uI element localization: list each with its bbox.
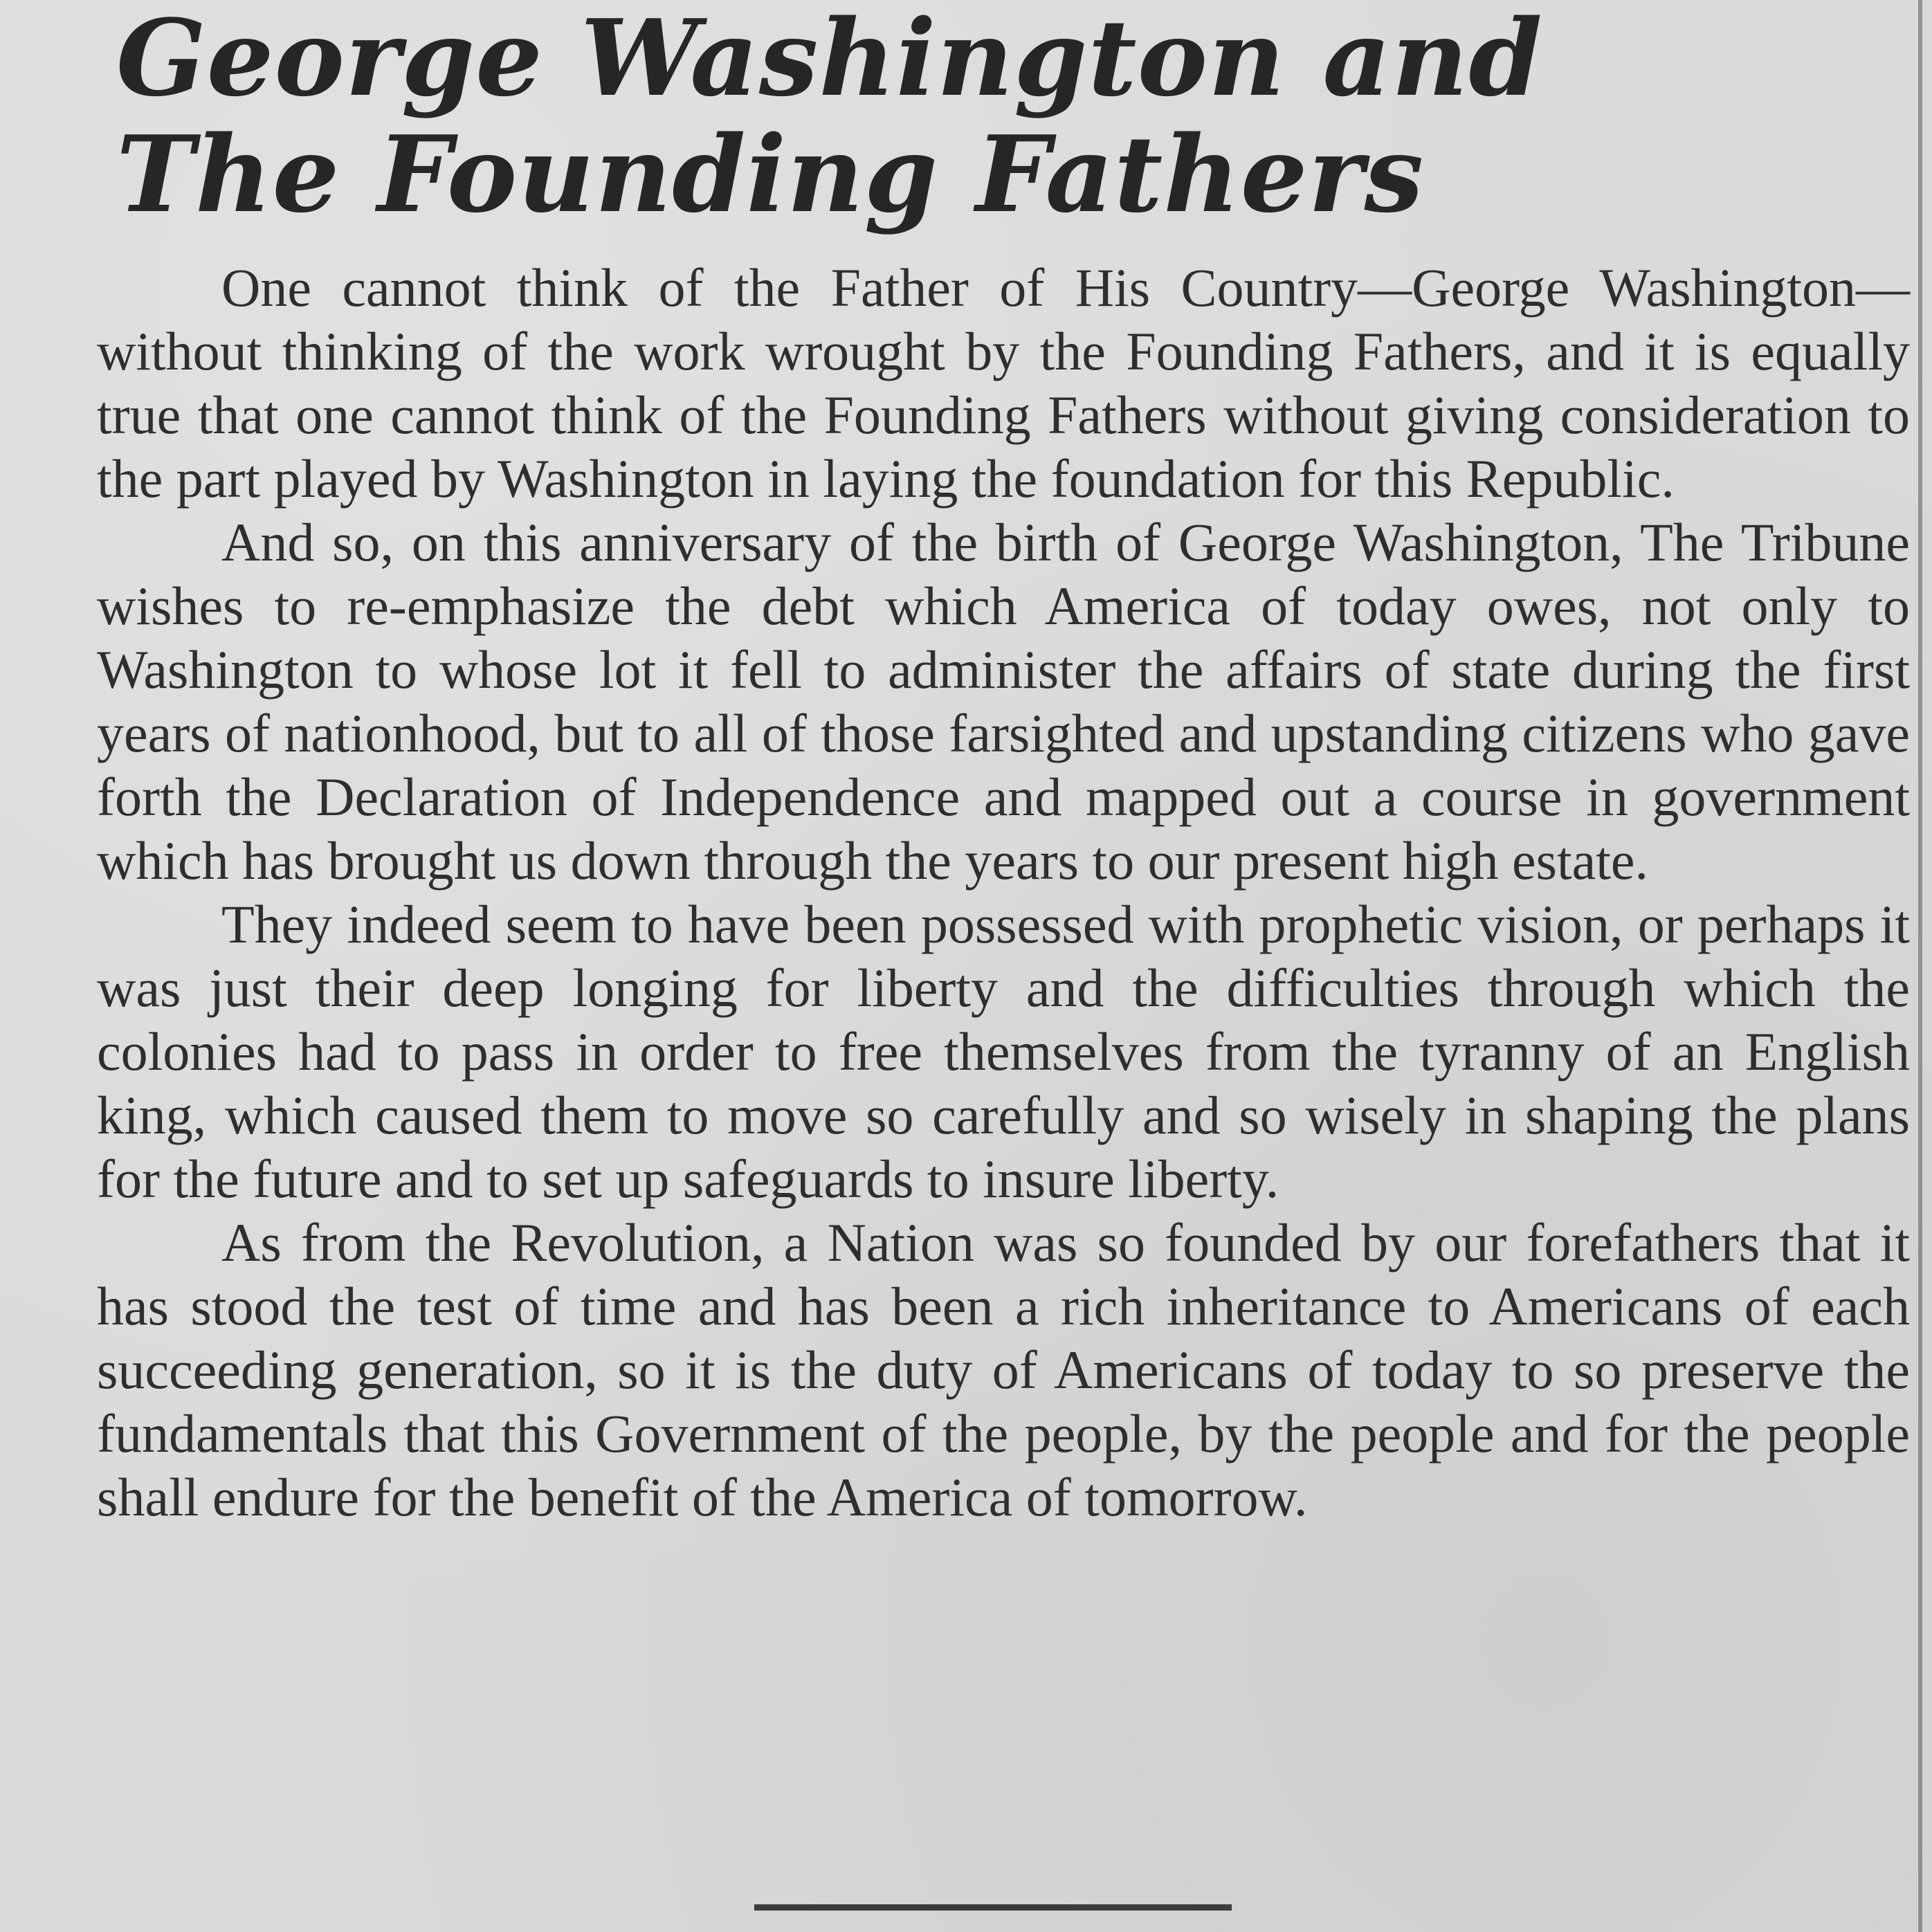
paragraph-4: As from the Revolution, a Nation was so founded by our forefathers that it has stood the test of time and has been a rich inheritance to Americans of each succeeding generation, so it is the duty of Americans of today to so preserve the fundamentals that this Government of the people, by the people and for the people shall endure for the benefit of the America of tomorrow. [97, 1212, 1910, 1527]
paragraph-3: They indeed seem to have been possessed with prophetic vision, or perhaps it was just their deep longing for liberty and the difficulties through which the colonies had to pass in order to free themselves from the tyranny of an English king, which caused them to move so carefully and so wisely in shaping the plans for the future and to set up safeguards to insure liberty. [97, 894, 1910, 1209]
paragraph-1: One cannot think of the Father of His Country—George Washington—without thinking of the work wrought by the Founding Fathers, and it is equally true that one cannot think of the Founding Fathers without giving consideration to the part played by Washington in laying the foundation for this Republic. [97, 257, 1910, 509]
paragraph-2: And so, on this anniversary of the birth of George Washington, The Tribune wishes to re-emphasize the debt which America of today owes, not only to Washington to whose lot it fell to administer the affairs of state during the first years of nationhood, but to all of those farsighted and upstanding citizens who gave forth the Declaration of Independence and mapped out a course in government which has brought us down through the years to our present high estate. [97, 512, 1910, 891]
headline-line-2: The Founding Fathers [116, 112, 1425, 236]
headline [116, 0, 1846, 236]
column-rule [1918, 0, 1922, 1932]
end-divider [754, 1904, 1232, 1911]
article-body [97, 256, 1910, 1529]
headline-line-1: George Washington and [116, 0, 1543, 120]
